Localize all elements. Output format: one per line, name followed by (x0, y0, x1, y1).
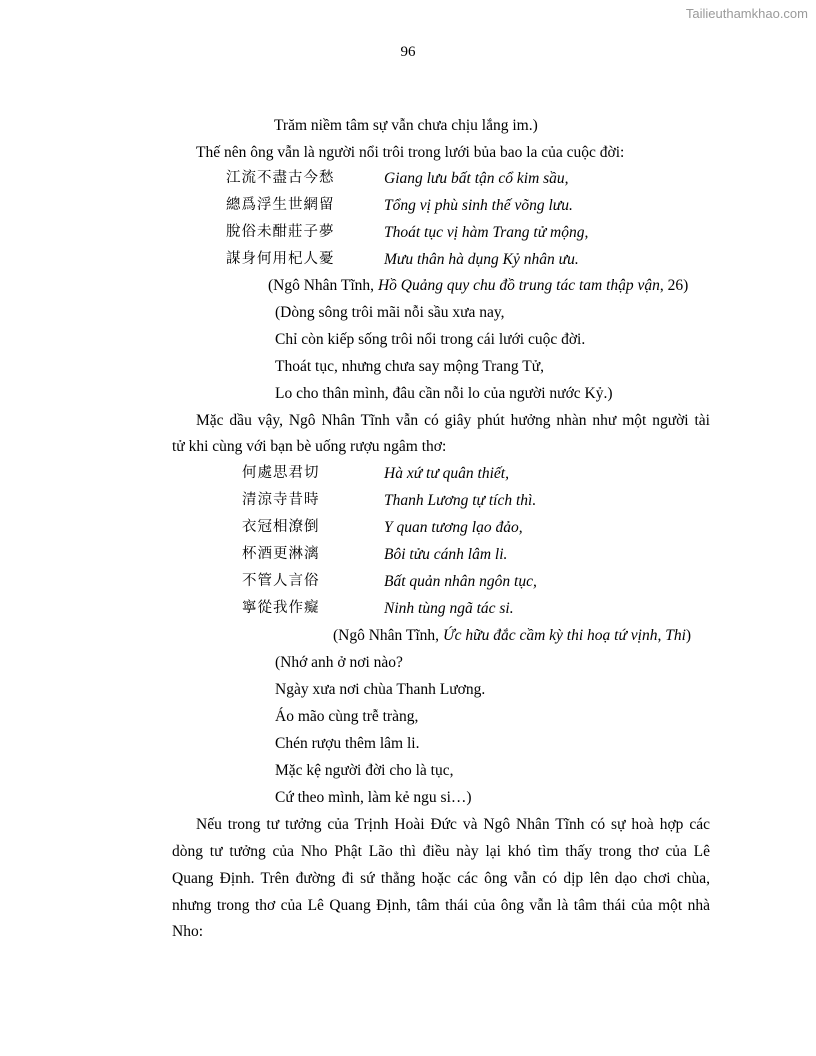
translation-line: Chén rượu thêm lâm li. (275, 735, 420, 752)
transliteration-verse: Mưu thân hà dụng Kỷ nhân ưu. (384, 251, 579, 268)
citation-title: Hồ Quảng quy chu đồ trung tác tam thập vận (377, 277, 660, 294)
transliteration-verse: Bất quản nhân ngôn tục, (384, 573, 537, 590)
translation-line: Lo cho thân mình, đâu cần nỗi lo của người nước Kỷ.) (275, 385, 613, 402)
transliteration-verse: Giang lưu bất tận cổ kim sầu, (384, 170, 569, 187)
watermark: Tailieuthamkhao.com (685, 6, 808, 21)
han-verse: 杯酒更淋漓 (242, 546, 320, 562)
transliteration-verse: Y quan tương lạo đảo, (384, 519, 523, 536)
paragraph-line: tử khi cùng với bạn bè uống rượu ngâm thơ: (172, 438, 447, 455)
translation-line: Mặc kệ người đời cho là tục, (275, 762, 454, 779)
transliteration-verse: Hà xứ tư quân thiết, (384, 465, 509, 482)
translation-line: Áo mão cùng trễ tràng, (275, 708, 419, 725)
transliteration-verse: Bôi tửu cánh lâm li. (384, 546, 508, 563)
han-verse: 不管人言俗 (242, 573, 320, 589)
translation-line: (Nhớ anh ở nơi nào? (275, 654, 403, 671)
han-verse: 謀身何用杞人憂 (226, 251, 335, 267)
translation-line: Ngày xưa nơi chùa Thanh Lương. (275, 681, 486, 698)
transliteration-verse: Thoát tục vị hàm Trang tử mộng, (384, 224, 589, 241)
han-verse: 寧從我作癡 (242, 600, 320, 616)
translation-line: Thoát tục, nhưng chưa say mộng Trang Tử, (275, 358, 545, 375)
translation-line: Chỉ còn kiếp sống trôi nổi trong cái lưới cuộc đời. (275, 331, 586, 348)
citation-title: Ức hữu đắc cầm kỳ thi hoạ tứ vịnh, Thi (442, 627, 686, 644)
han-verse: 江流不盡古今愁 (226, 170, 335, 186)
transliteration-verse: Ninh tùng ngã tác si. (384, 600, 514, 617)
han-verse: 何處思君切 (242, 465, 320, 481)
paragraph-intro: Thế nên ông vẫn là người nổi trôi trong lưới bủa bao la của cuộc đời: (196, 144, 625, 161)
paragraph-line: dòng tư tưởng của Nho Phật Lão thì điều này lại khó tìm thấy trong thơ của Lê (172, 843, 710, 860)
transliteration-verse: Thanh Lương tự tích thì. (384, 492, 537, 509)
paragraph-line: Nho: (172, 923, 203, 940)
han-verse: 清涼寺昔時 (242, 492, 320, 508)
translation-line: Cứ theo mình, làm kẻ ngu si…) (275, 789, 472, 806)
paragraph-line: Mặc dầu vậy, Ngô Nhân Tĩnh vẫn có giây phút hưởng nhàn như một người tài (196, 412, 710, 429)
han-verse: 脫俗未酣莊子夢 (226, 224, 335, 240)
verse-closing-line: Trăm niềm tâm sự vẫn chưa chịu lắng im.) (274, 117, 538, 134)
transliteration-verse: Tổng vị phù sinh thế võng lưu. (384, 197, 573, 214)
citation-1: (Ngô Nhân Tĩnh, Hồ Quảng quy chu đồ trung tác tam thập vận, 26) (268, 277, 689, 294)
paragraph-line: nhưng trong thơ của Lê Quang Định, tâm thái của ông vẫn là tâm thái của một nhà (172, 897, 710, 914)
paragraph-line: Quang Định. Trên đường đi sứ thẳng hoặc các ông vẫn có dịp lên dạo chơi chùa, (172, 870, 710, 887)
han-verse: 總爲浮生世網留 (226, 197, 335, 213)
paragraph-line: Nếu trong tư tưởng của Trịnh Hoài Đức và Ngô Nhân Tĩnh có sự hoà hợp các (196, 816, 710, 833)
page-number: 96 (400, 44, 416, 60)
han-verse: 衣冠相潦倒 (242, 519, 320, 535)
translation-line: (Dòng sông trôi mãi nỗi sầu xưa nay, (275, 304, 505, 321)
citation-2: (Ngô Nhân Tĩnh, Ức hữu đắc cầm kỳ thi hoạ tứ vịnh, Thi) (333, 627, 692, 644)
